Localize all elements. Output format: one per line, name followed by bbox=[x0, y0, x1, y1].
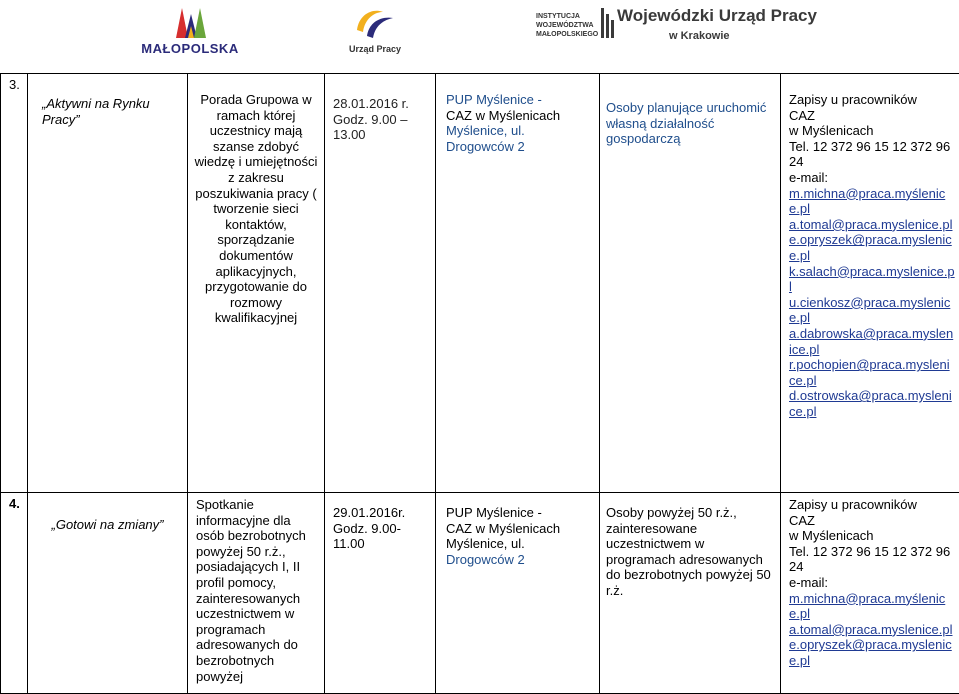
event-description: Spotkanie informacyjne dla osób bezrobotnych powyżej 50 r.ż., posiadających I, II profil pomocy, zainteresowanych uczestnictwem w programach adresowanych do bezrobotnych powyżej bbox=[188, 493, 324, 684]
event-title: „Aktywni na Rynku Pracy” bbox=[28, 74, 187, 127]
email-link[interactable]: r.pochopien@praca.myslenice.pl bbox=[789, 357, 955, 388]
email-link[interactable]: d.ostrowska@praca.myslenice.pl bbox=[789, 388, 955, 419]
place-line-2: CAZ w Myślenicach bbox=[446, 521, 595, 537]
urzad-pracy-logo bbox=[347, 6, 403, 56]
place-cell bbox=[436, 74, 600, 493]
table-row bbox=[1, 493, 959, 694]
place-line-4: Drogowców 2 bbox=[446, 552, 595, 568]
row-number-cell bbox=[1, 74, 28, 493]
email-link[interactable]: a.tomal@praca.myslenice.pl bbox=[789, 622, 955, 638]
malopolska-logo bbox=[138, 4, 242, 56]
place-line-3: Myślenice, ul. bbox=[446, 123, 595, 139]
event-description: Porada Grupowa w ramach której uczestnicy mają szanse zdobyć wiedzę i umiejętności z zakresu poszukiwania pracy ( tworzenie sieci kontaktów, sporządzanie dokumentów aplikacyjnych, przygotowanie do rozmowy kwalifikacyjnej bbox=[188, 74, 324, 326]
email-link[interactable]: m.michna@praca.myślenice.pl bbox=[789, 591, 955, 622]
place-cell bbox=[436, 493, 600, 694]
contact-email-label: e-mail: bbox=[789, 170, 955, 186]
contact-line-3: w Myślenicach bbox=[789, 528, 955, 544]
title-cell bbox=[28, 493, 188, 694]
date-cell bbox=[325, 74, 436, 493]
contact-line-1: Zapisy u pracowników bbox=[789, 497, 955, 513]
wup-mark-icon bbox=[601, 8, 615, 38]
malopolska-text: MAŁOPOLSKA bbox=[138, 41, 242, 56]
email-link[interactable]: k.salach@praca.myslenice.pl bbox=[789, 264, 955, 295]
target-cell bbox=[600, 493, 781, 694]
wup-subtitle: w Krakowie bbox=[669, 30, 857, 42]
date-cell bbox=[325, 493, 436, 694]
instytucja-line-2: WOJEWÓDZTWA bbox=[536, 21, 606, 30]
urzad-pracy-mark-icon bbox=[353, 6, 397, 40]
email-link[interactable]: m.michna@praca.myślenice.pl bbox=[789, 186, 955, 217]
contact-line-3: w Myślenicach bbox=[789, 123, 955, 139]
title-cell bbox=[28, 74, 188, 493]
instytucja-logo bbox=[536, 12, 606, 42]
table-row bbox=[1, 74, 959, 493]
description-cell bbox=[188, 493, 325, 694]
email-link[interactable]: a.tomal@praca.myslenice.pl bbox=[789, 217, 955, 233]
place-line-4: Drogowców 2 bbox=[446, 139, 595, 155]
email-link[interactable]: u.cienkosz@praca.myslenice.pl bbox=[789, 295, 955, 326]
contact-email-label: e-mail: bbox=[789, 575, 955, 591]
urzad-pracy-text: Urząd Pracy bbox=[347, 44, 403, 54]
description-cell bbox=[188, 74, 325, 493]
email-link[interactable]: a.dabrowska@praca.myslenice.pl bbox=[789, 326, 955, 357]
contact-cell bbox=[781, 493, 959, 694]
contact-line-1: Zapisy u pracowników bbox=[789, 92, 955, 108]
target-cell bbox=[600, 74, 781, 493]
row-number: 4. bbox=[1, 493, 27, 512]
contact-cell bbox=[781, 74, 959, 493]
email-link[interactable]: e.opryszek@praca.myslenice.pl bbox=[789, 232, 955, 263]
instytucja-line-1: INSTYTUCJA bbox=[536, 12, 606, 21]
event-target: Osoby powyżej 50 r.ż., zainteresowane uczestnictwem w programach adresowanych do bezrobotnych powyżej 50 r.ż. bbox=[600, 493, 780, 599]
contact-line-2: CAZ bbox=[789, 513, 955, 529]
place-line-3: Myślenice, ul. bbox=[446, 536, 595, 552]
wup-title: Wojewódzki Urząd Pracy bbox=[617, 6, 857, 26]
event-title: „Gotowi na zmiany” bbox=[28, 493, 187, 533]
contact-line-2: CAZ bbox=[789, 108, 955, 124]
malopolska-mark-icon bbox=[174, 4, 208, 38]
contact-phone: Tel. 12 372 96 15 12 372 96 24 bbox=[789, 544, 955, 575]
email-link[interactable]: e.opryszek@praca.myslenice.pl bbox=[789, 637, 955, 668]
instytucja-line-3: MAŁOPOLSKIEGO bbox=[536, 30, 606, 39]
header-logos bbox=[0, 0, 959, 72]
place-line-1: PUP Myślenice - bbox=[446, 505, 595, 521]
event-target: Osoby planujące uruchomić własną działalność gospodarczą bbox=[600, 74, 780, 147]
row-number: 3. bbox=[1, 74, 27, 93]
place-line-2: CAZ w Myślenicach bbox=[446, 108, 595, 124]
place-line-1: PUP Myślenice - bbox=[446, 92, 595, 108]
event-date: 29.01.2016r. Godz. 9.00- 11.00 bbox=[325, 493, 435, 552]
contact-phone: Tel. 12 372 96 15 12 372 96 24 bbox=[789, 139, 955, 170]
row-number-cell bbox=[1, 493, 28, 694]
schedule-table bbox=[0, 73, 959, 694]
wup-logo bbox=[617, 6, 857, 46]
event-date: 28.01.2016 r. Godz. 9.00 – 13.00 bbox=[325, 74, 435, 143]
